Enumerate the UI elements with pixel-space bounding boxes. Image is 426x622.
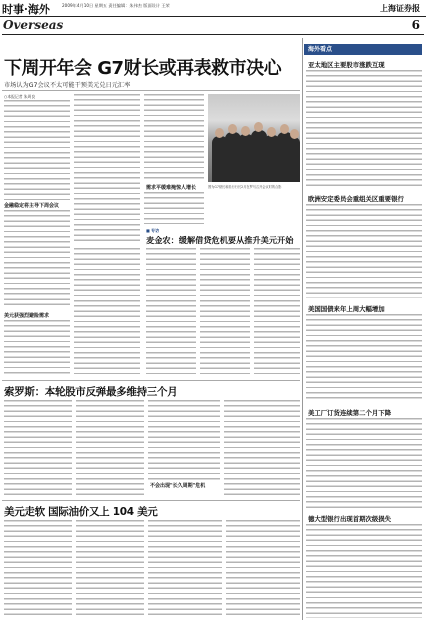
feature-headline: 麦金农：缓解借贷危机要从推升美元开始 [146, 235, 294, 245]
oil-body-4 [226, 520, 300, 618]
sidebar-item-title-4: 美工厂订货连续第二个月下降 [308, 409, 392, 417]
sidebar-item-body-3 [306, 314, 422, 402]
sidebar-item-body-5 [306, 524, 422, 618]
middle-body-1 [144, 94, 204, 180]
edition-label: Overseas [3, 18, 64, 32]
lead-subhead-2: 美元获强烈避险需求 [4, 313, 50, 319]
issue-meta: 2009年4月10日 星期五 责任编辑：朱伟杰 版面设计 王荣 [62, 3, 170, 8]
sidebar-item-body-2 [306, 204, 422, 298]
middle-subhead-1: 需求平缓难掩惊人增长 [146, 185, 197, 191]
sidebar-tag: 海外看点 [304, 44, 422, 55]
lead-body-1 [4, 100, 70, 200]
lower-rule [2, 500, 300, 501]
middle-body-2 [144, 192, 204, 224]
lead-subtitle: 市场认为G7会议不太可能干预美元兑日元汇率 [4, 82, 131, 89]
feature-body-1 [146, 248, 196, 376]
mid-rule [2, 380, 300, 381]
stock-headline: 索罗斯：本轮股市反弹最多维持三个月 [4, 386, 178, 398]
stock-body-2 [76, 400, 144, 496]
oil-headline: 美元走软 国际油价又上 104 美元 [4, 506, 158, 518]
stock-subhead: 不会出现"长久周期"危机 [150, 483, 206, 489]
lead-body-3 [4, 320, 70, 376]
lead-headline: 下周开年会 G7财长或再表救市决心 [4, 58, 282, 79]
lead-subhead-1: 金融稳定将主导下周会议 [4, 203, 60, 209]
page-number: 6 [411, 18, 420, 32]
oil-body-2 [76, 520, 144, 618]
stock-body-4 [224, 400, 300, 496]
oil-body-1 [4, 520, 72, 618]
photo-caption: 图为G7财长和央行行长2月在罗马召开会议时的合影 [208, 185, 282, 189]
sidebar-item-body-4 [306, 418, 422, 508]
paper-name: 上海证券报 [380, 3, 420, 13]
section-tag: 时事·海外 [2, 3, 50, 16]
oil-body-3 [148, 520, 222, 618]
sidebar-divider [302, 38, 303, 620]
feature-body-3 [254, 248, 300, 376]
lead-rule [2, 90, 300, 91]
lead-byline: ○本报记者 朱周良 [4, 94, 36, 99]
sidebar-item-title-3: 美国国债来年上周大幅增加 [308, 305, 385, 313]
lead-body-4 [74, 94, 140, 244]
feature-body-2 [200, 248, 250, 376]
sidebar-item-title-1: 亚太地区主要股市涨跌互现 [308, 61, 385, 69]
sidebar-item-title-5: 德大型银行出现首期次级损失 [308, 515, 392, 523]
sidebar-item-body-1 [306, 70, 422, 188]
g7-group-photo [208, 94, 300, 182]
feature-tag: ■ 专访 [146, 228, 160, 233]
stock-body-3 [148, 400, 220, 480]
stock-body-1 [4, 400, 72, 496]
sidebar-item-title-2: 欧洲安定委员会重组关区重要银行 [308, 195, 404, 203]
header-rule [2, 34, 424, 35]
lead-body-2 [4, 210, 70, 308]
lead-body-5 [74, 248, 140, 376]
